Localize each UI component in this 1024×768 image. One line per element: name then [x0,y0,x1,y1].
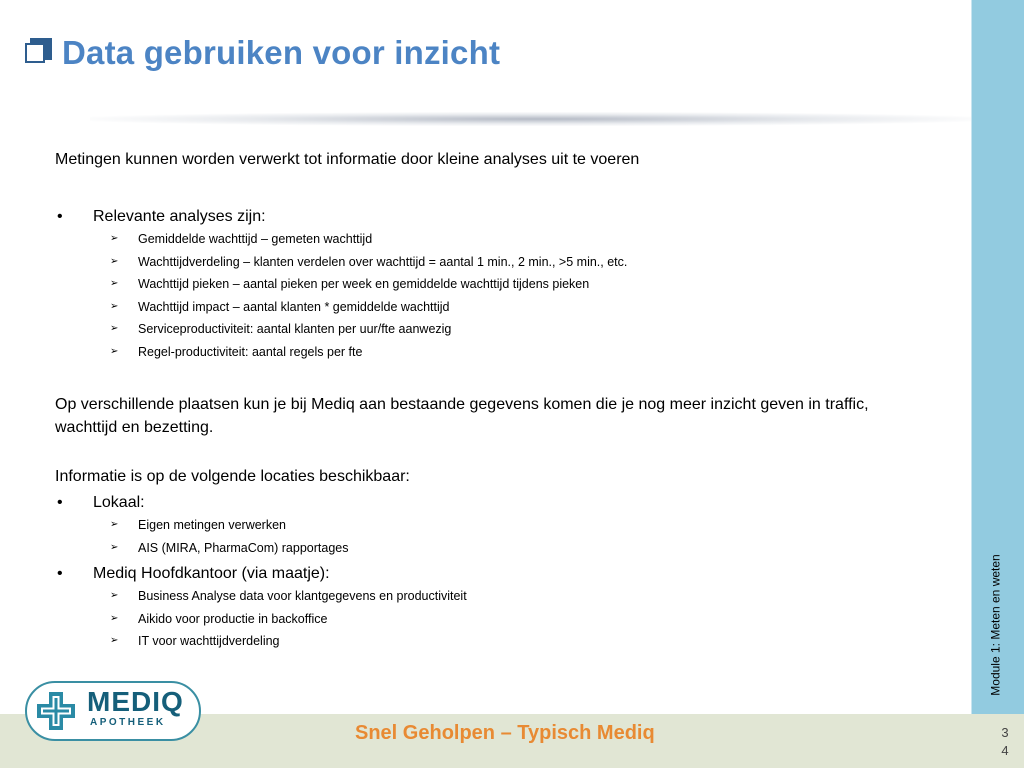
arrow-bullet-icon: ➢ [110,345,119,357]
list-item: ➢ Aikido voor productie in backoffice [55,608,935,631]
analyses-list [55,228,935,363]
bullet-dot: • [57,208,63,225]
arrow-bullet-icon: ➢ [110,323,119,334]
bullet-dot: • [57,494,63,511]
mediq-cross-icon [34,689,78,733]
checkbox-bullet-icon [24,38,54,68]
footer-tagline: Snel Geholpen – Typisch Mediq [355,722,655,744]
local-heading: Lokaal: [93,494,145,511]
slide-content [55,148,935,653]
arrow-bullet-icon: ➢ [110,255,119,267]
locations-intro: Informatie is op de volgende locaties beschikbaar: [55,468,410,485]
intro-text: Metingen kunnen worden verwerkt tot informatie door kleine analyses uit te voeren [55,151,640,168]
analyses-heading: Relevante analyses zijn: [93,208,266,225]
list-item: ➢ IT voor wachttijdverdeling [55,630,935,653]
local-bullet [55,491,935,514]
bullet-dot: • [57,565,63,582]
list-item: ➢ Business Analyse data voor klantgegevens en productiviteit [55,585,935,608]
analyses-bullet [55,205,935,228]
arrow-bullet-icon: ➢ [110,635,119,646]
hq-list [55,585,935,653]
title-divider-shadow [90,112,980,126]
list-item: ➢ Gemiddelde wachttijd – gemeten wachttijd [55,228,935,251]
logo-brand-text: MEDIQ [87,686,184,717]
list-item: ➢ AIS (MIRA, PharmaCom) rapportages [55,537,935,560]
arrow-bullet-icon: ➢ [110,541,119,553]
arrow-bullet-icon: ➢ [110,519,119,530]
sidebar-module-label [976,540,1016,710]
list-item: ➢ Wachttijd pieken – aantal pieken per week en gemiddelde wachttijd tijdens pieken [55,273,935,296]
mediq-logo [25,681,201,741]
hq-heading: Mediq Hoofdkantoor (via maatje): [93,565,330,582]
logo-sub-text: APOTHEEK [90,717,166,728]
hq-bullet [55,562,935,585]
list-item: ➢ Wachttijdverdeling – klanten verdelen over wachttijd = aantal 1 min., 2 min., >5 min., etc. [55,251,935,274]
list-item: ➢ Regel-productiviteit: aantal regels per fte [55,341,935,364]
page-number-digit: 3 [1001,725,1009,740]
page-number [996,724,1014,760]
arrow-bullet-icon: ➢ [110,278,119,289]
slide-title [24,34,500,72]
list-item: ➢ Serviceproductiviteit: aantal klanten per uur/fte aanwezig [55,318,935,341]
title-text: Data gebruiken voor inzicht [62,34,501,71]
list-item: ➢ Wachttijd impact – aantal klanten * gemiddelde wachttijd [55,296,935,319]
arrow-bullet-icon: ➢ [110,612,119,624]
page-number-digit: 4 [1001,743,1009,758]
list-item: ➢ Eigen metingen verwerken [55,514,935,537]
arrow-bullet-icon: ➢ [110,590,119,601]
sidebar-label-text: Module 1: Meten en weten [989,554,1004,696]
mediq-data-paragraph: Op verschillende plaatsen kun je bij Mediq aan bestaande gegevens komen die je nog meer inzicht geven in traffic, wachttijd en bezetting. [55,396,869,436]
arrow-bullet-icon: ➢ [110,300,119,312]
local-list [55,514,935,559]
arrow-bullet-icon: ➢ [110,233,119,244]
